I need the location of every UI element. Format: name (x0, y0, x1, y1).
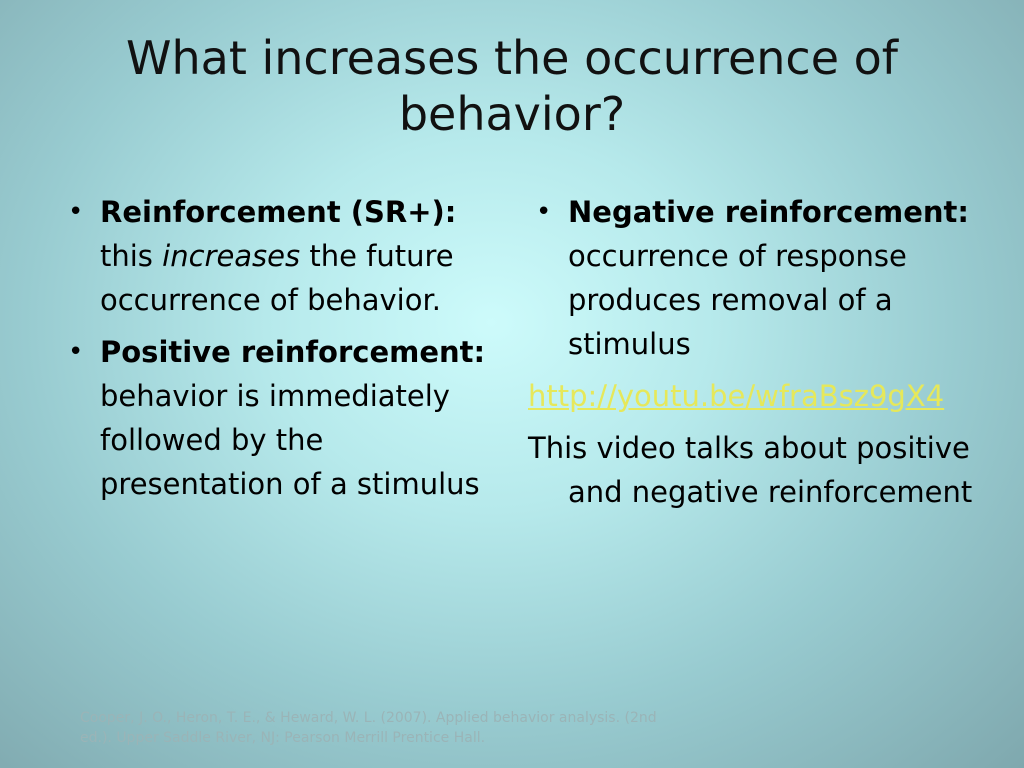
bullet-icon: • (68, 197, 84, 227)
video-link-paragraph (528, 374, 978, 418)
citation: Cooper, J. O., Heron, T. E., & Heward, W. L. (2007). Applied behavior analysis. (2nd ed.). Upper Saddle River, NJ: Pearson Merrill Prentice Hall. (80, 710, 657, 746)
emphasis-increases: increases (162, 239, 301, 273)
bullet-reinforcement (60, 190, 500, 322)
term-reinforcement: Reinforcement (SR+): (100, 195, 457, 229)
term-negative-reinforcement: Negative reinforcement: (568, 195, 969, 229)
definition-negative: occurrence of response produces removal of a stimulus (568, 239, 907, 361)
definition-positive: behavior is immediately followed by the presentation of a stimulus (100, 379, 480, 501)
right-column (528, 190, 978, 522)
bullet-icon: • (68, 337, 84, 367)
definition-pre: this (100, 239, 153, 273)
video-link[interactable]: http://youtu.be/wfraBsz9gX4 (528, 379, 945, 413)
left-column (60, 190, 500, 514)
bullet-negative-reinforcement (528, 190, 978, 366)
video-note: This video talks about positive and negative reinforcement (528, 431, 973, 509)
bullet-positive-reinforcement (60, 330, 500, 506)
definition-post: the future occurrence of behavior. (100, 239, 454, 317)
slide-title: What increases the occurrence of behavior? (126, 31, 898, 141)
bullet-icon: • (536, 197, 552, 227)
term-positive-reinforcement: Positive reinforcement: (100, 335, 486, 369)
